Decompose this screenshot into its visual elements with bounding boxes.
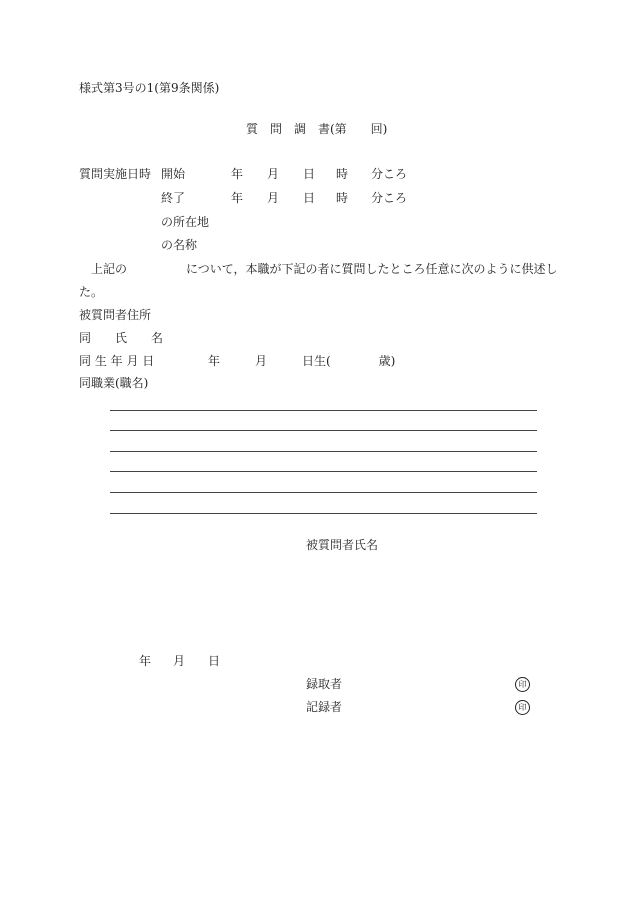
answer-line[interactable]	[110, 451, 537, 452]
end-hour: 時	[336, 191, 349, 205]
footer-day: 日	[208, 654, 221, 668]
dob-year: 年	[208, 354, 221, 368]
footer-month: 月	[173, 654, 186, 668]
dob-month: 月	[255, 354, 268, 368]
answer-line[interactable]	[110, 430, 537, 431]
answer-line[interactable]	[110, 513, 537, 514]
writer-seal-icon: 印	[515, 700, 530, 715]
answer-line[interactable]	[110, 471, 537, 472]
end-minute: 分ころ	[371, 191, 408, 205]
recorder-seal-icon: 印	[515, 677, 530, 692]
start-month: 月	[267, 167, 280, 181]
recorder-label: 録取者	[306, 677, 343, 691]
end-year: 年	[231, 191, 244, 205]
respondent-dob-label: 同 生 年 月 日	[79, 354, 155, 368]
datetime-label: 質問実施日時	[79, 167, 152, 181]
name-label: の名称	[161, 238, 198, 252]
location-label: の所在地	[161, 215, 210, 229]
signature-label: 被質問者氏名	[306, 538, 379, 552]
statement-line1: について，本職が下記の者に質問したところ任意に次のように供述し	[186, 262, 558, 276]
start-year: 年	[231, 167, 244, 181]
writer-label: 記録者	[306, 700, 343, 714]
answer-line[interactable]	[110, 492, 537, 493]
footer-year: 年	[139, 654, 152, 668]
start-day: 日	[303, 167, 316, 181]
start-minute: 分ころ	[371, 167, 408, 181]
form-id: 様式第3号の1(第9条関係)	[79, 81, 220, 95]
statement-line2: た。	[79, 285, 104, 299]
respondent-occupation-label: 同職業(職名)	[79, 376, 149, 390]
start-hour: 時	[336, 167, 349, 181]
end-day: 日	[303, 191, 316, 205]
end-label: 終了	[161, 191, 186, 205]
document-title: 質 問 調 書(第 回)	[246, 122, 388, 136]
start-label: 開始	[161, 167, 186, 181]
dob-day-age: 日生( 歳)	[302, 354, 396, 368]
answer-line[interactable]	[110, 410, 537, 411]
respondent-name-label: 同 氏 名	[79, 331, 164, 345]
end-month: 月	[267, 191, 280, 205]
respondent-address-label: 被質問者住所	[79, 308, 152, 322]
statement-prefix: 上記の	[91, 262, 128, 276]
